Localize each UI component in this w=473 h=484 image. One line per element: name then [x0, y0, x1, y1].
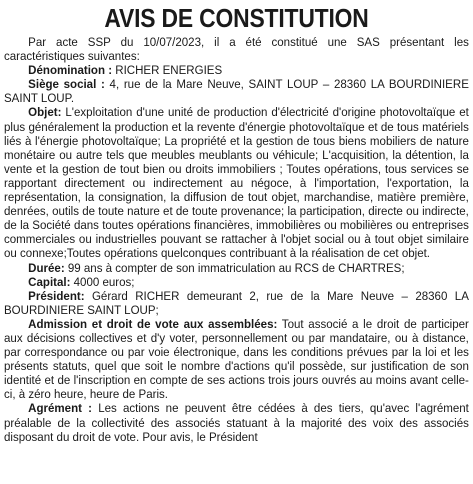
admission-value: Tout associé a le droit de participer aux décisions collectives et d'y voter, personnellement ou par mandataire, ou à distance, par correspondance ou par voie électronique, dans les conditions prévues par la loi et les présents statuts, quel que soit le nombre d'actions qu'il possède, sur justification de son identité et de l'inscription en compte de ses actions trois jours ouvrés au moins avant celle-ci, à zéro heure, heure de Paris. [4, 316, 469, 402]
president-paragraph [4, 289, 469, 317]
agrement-paragraph [4, 401, 469, 443]
objet-value: L'exploitation d'une unité de production d'électricité d'origine photovoltaïque et plus généralement la production et la revente d'énergie photovoltaïque et de tous matériels liés à l'énergie photovoltaïque; La propriété et la gestion de tous biens mobiliers de nature monétaire ou autre tels que meubles meublants ou véhicule; L'acquisition, la détention, la vente et la gestion de tout bien ou droits immobiliers ; Toutes opérations, tous services se rapportant directement ou indirectement au négoce, à l'importation, l'exportation, la représentation, la consignation, la diffusion de tout objet, marchandise, matière première, denrées, outils de toute nature et de toute provenance; la participation, directe ou indirecte, de la Société dans toutes opérations financières, immobilières ou mobilières ou entreprises commerciales ou industrielles pouvant se rattacher à l'objet social ou à tout objet similaire ou connexe;Toutes opérations quelconques contribuant à la réalisation de cet objet. [4, 105, 469, 261]
denomination-label: Dénomination : [28, 63, 113, 78]
intro-paragraph: Par acte SSP du 10/07/2023, il a été constitué une SAS présentant les caractéristiques suivantes: [4, 35, 469, 64]
notice-title: AVIS DE CONSTITUTION [104, 3, 369, 33]
admission-label: Admission et droit de vote aux assemblées: [28, 316, 278, 331]
duree-paragraph [4, 261, 469, 275]
siege-value: 4, rue de la Mare Neuve, SAINT LOUP – 28360 LA BOURDINIERE SAINT LOUP. [4, 77, 469, 106]
siege-label: Siège social : [28, 77, 105, 92]
objet-label: Objet: [28, 105, 62, 120]
denomination-value: RICHER ENERGIES [112, 63, 223, 78]
capital-label: Capital: [28, 274, 71, 289]
agrement-label: Agrément : [28, 401, 93, 416]
siege-paragraph [4, 77, 469, 105]
agrement-value: Les actions ne peuvent être cédées à des tiers, qu'avec l'agrément préalable de la collectivité des associés statuant à la majorité des voix des associés disposant du droit de vote. Pour avis, le Président [4, 401, 469, 444]
duree-label: Durée: [28, 260, 65, 275]
denomination-paragraph [4, 63, 469, 77]
admission-paragraph [4, 317, 469, 402]
president-value: Gérard RICHER demeurant 2, rue de la Mare Neuve – 28360 LA BOURDINIERE SAINT LOUP; [4, 288, 469, 317]
notice-body [4, 35, 469, 444]
objet-paragraph [4, 105, 469, 260]
duree-value: 99 ans à compter de son immatriculation au RCS de CHARTRES; [64, 260, 405, 275]
president-label: Président: [28, 288, 85, 303]
capital-value: 4000 euros; [70, 274, 135, 289]
capital-paragraph [4, 275, 469, 289]
